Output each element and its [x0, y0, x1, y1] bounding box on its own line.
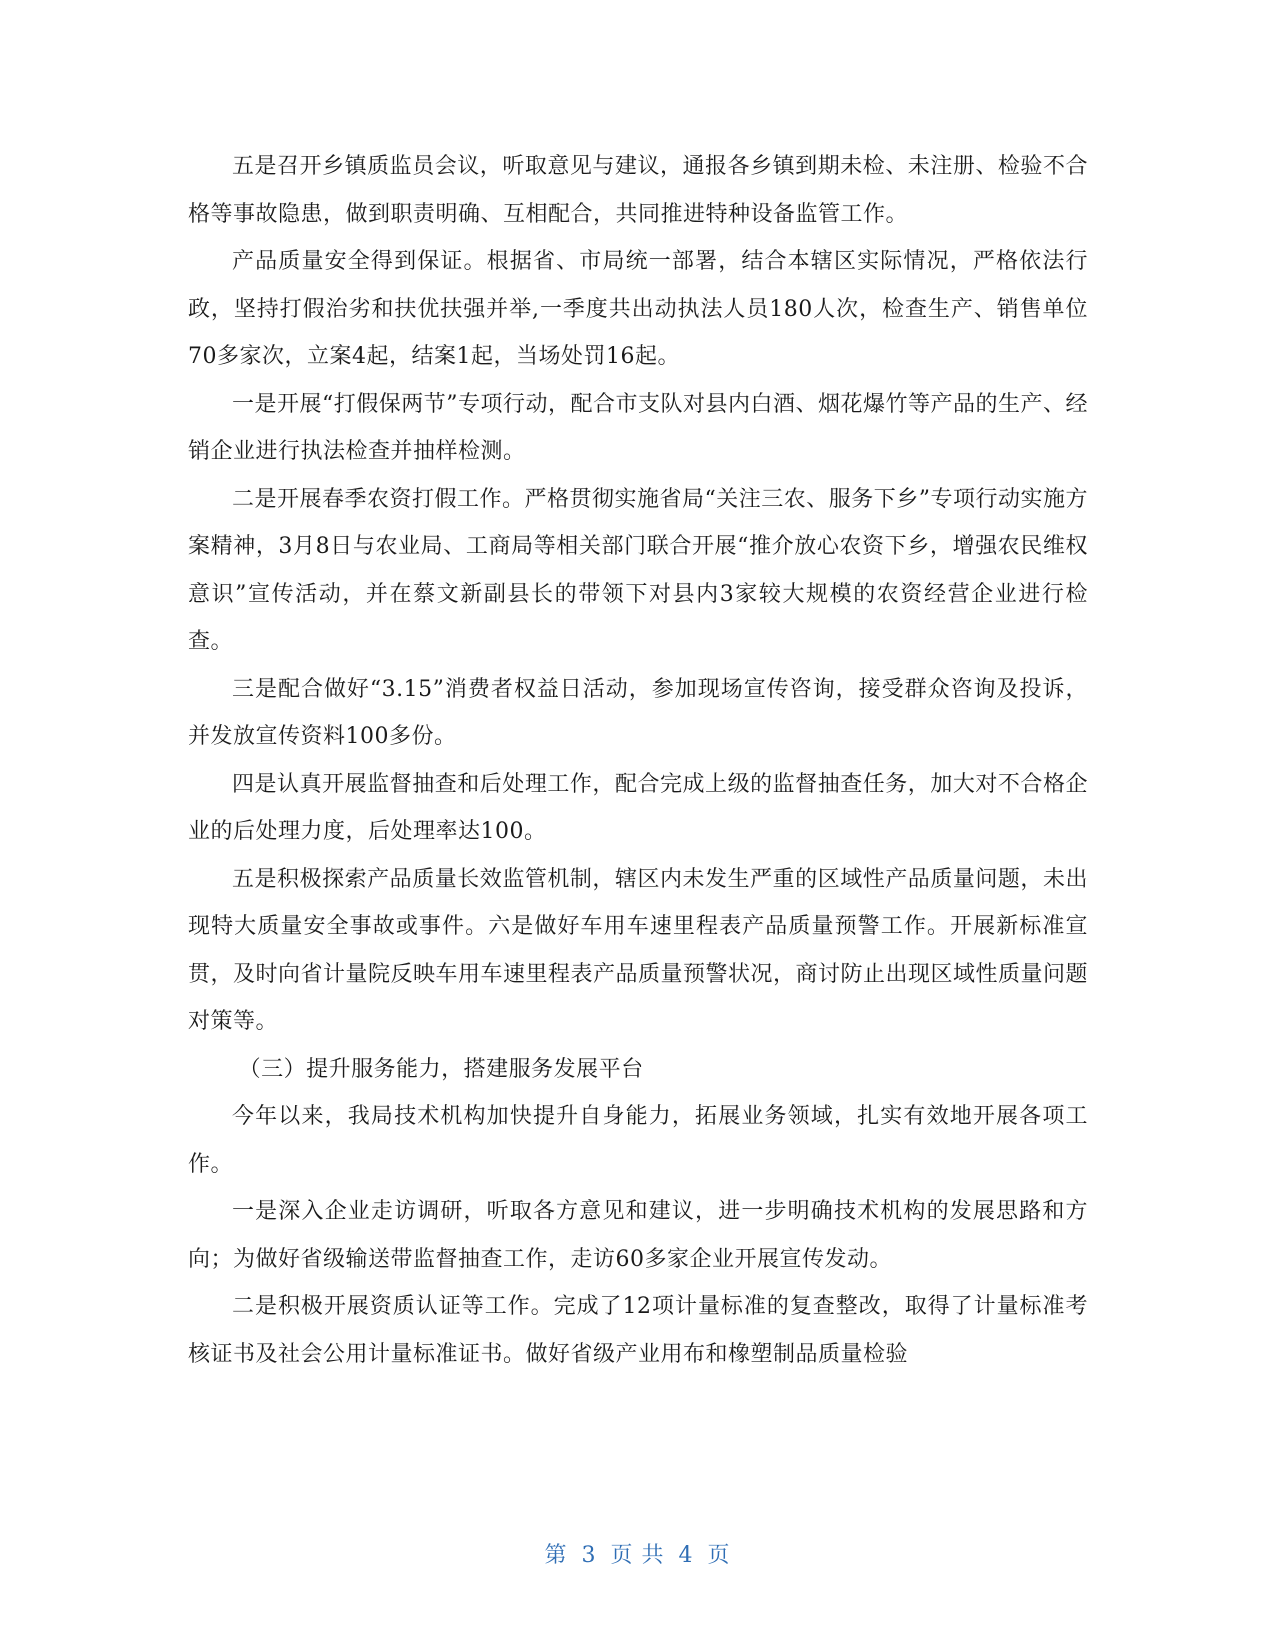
paragraph: 五是积极探索产品质量长效监管机制，辖区内未发生严重的区域性产品质量问题，未出现特大质量安全事故或事件。六是做好车用车速里程表产品质量预警工作。开展新标准宣贯，及时向省计量院反映车用车速里程表产品质量预警状况，商讨防止出现区域性质量问题对策等。: [188, 866, 1089, 1034]
paragraph: 今年以来，我局技术机构加快提升自身能力，拓展业务领域，扎实有效地开展各项工作。: [188, 1104, 1088, 1177]
paragraph: 二是积极开展资质认证等工作。完成了12项计量标准的复查整改，取得了计量标准考核证书及社会公用计量标准证书。做好省级产业用布和橡塑制品质量检验: [188, 1294, 1088, 1367]
paragraph: 二是开展春季农资打假工作。严格贯彻实施省局“关注三农、服务下乡”专项行动实施方案精神，3月8日与农业局、工商局等相关部门联合开展“推介放心农资下乡，增强农民维权意识”宣传活动，并在蔡文新副县长的带领下对县内3家较大规模的农资经营企业进行检查。: [188, 486, 1088, 654]
paragraph: 一是深入企业走访调研，听取各方意见和建议，进一步明确技术机构的发展思路和方向；为做好省级输送带监督抽查工作，走访60多家企业开展宣传发动。: [188, 1199, 1088, 1272]
paragraph: 产品质量安全得到保证。根据省、市局统一部署，结合本辖区实际情况，严格依法行政，坚持打假治劣和扶优扶强并举,一季度共出动执法人员180人次，检查生产、销售单位70多家次，立案4起，结案1起，当场处罚16起。: [188, 249, 1088, 369]
footer-middle: 页 共: [610, 1543, 665, 1568]
footer-suffix: 页: [707, 1543, 731, 1568]
page-footer: [0, 1538, 1275, 1569]
total-page-count: 4: [678, 1543, 694, 1568]
paragraph: 一是开展“打假保两节”专项行动，配合市支队对县内白酒、烟花爆竹等产品的生产、经销企业进行执法检查并抽样检测。: [188, 391, 1088, 464]
paragraph: 三是配合做好“3.15”消费者权益日活动，参加现场宣传咨询，接受群众咨询及投诉，并发放宣传资料100多份。: [188, 676, 1088, 749]
paragraph: 四是认真开展监督抽查和后处理工作，配合完成上级的监督抽查任务，加大对不合格企业的后处理力度，后处理率达100。: [188, 771, 1088, 844]
current-page-number: 3: [581, 1543, 597, 1568]
document-body: [188, 143, 1088, 1378]
section-heading: （三）提升服务能力，搭建服务发展平台: [238, 1056, 644, 1082]
footer-prefix: 第: [544, 1543, 568, 1568]
paragraph: 五是召开乡镇质监员会议，听取意见与建议，通报各乡镇到期未检、未注册、检验不合格等事故隐患，做到职责明确、互相配合，共同推进特种设备监管工作。: [188, 154, 1088, 227]
